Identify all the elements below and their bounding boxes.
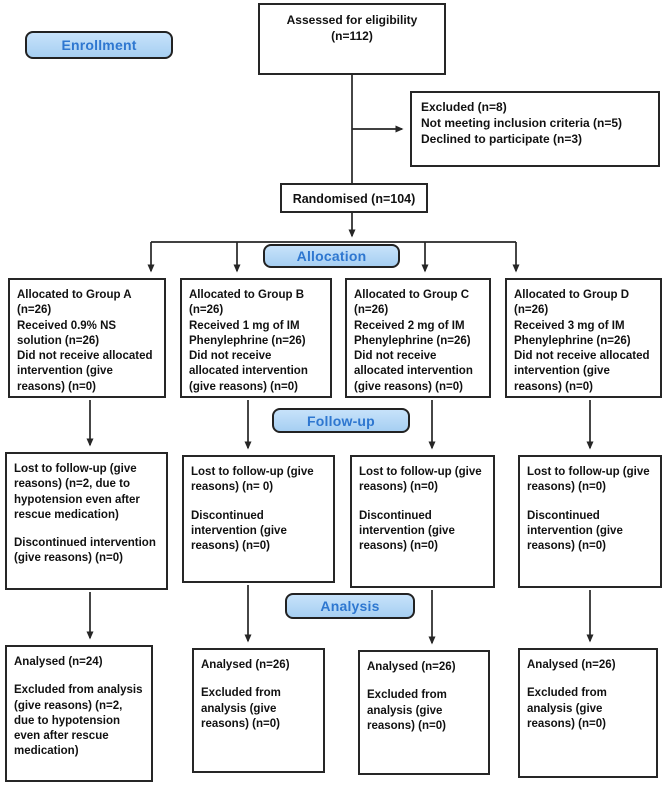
followup-lost: Lost to follow-up (give reasons) (n=0) (359, 466, 482, 494)
allocation-group-c-box (345, 278, 491, 398)
analysis-group-d-box (518, 648, 658, 778)
followup-discontinued: Discontinued intervention (give reasons) (n=0) (527, 509, 623, 553)
allocation-line: Received 3 mg of IM Phenylephrine (n=26) (514, 319, 631, 347)
allocation-stage-label: Allocation (263, 244, 400, 268)
assessed-line2: (n=112) (331, 28, 373, 43)
excluded-line: Not meeting inclusion criteria (n=5) (421, 115, 623, 130)
allocation-group-a-box (8, 278, 166, 398)
followup-group-d-box (518, 455, 662, 588)
analysis-group-c-box (358, 650, 490, 775)
followup-group-b-box (182, 455, 335, 583)
followup-group-a-box (5, 452, 168, 590)
analysed-count: Analysed (n=26) (367, 661, 456, 673)
followup-discontinued: Discontinued intervention (give reasons) (n=0) (191, 509, 287, 553)
analysis-excluded: Excluded from analysis (give reasons) (n=2, due to hypotension even after rescue medication) (14, 684, 143, 758)
randomised-box: Randomised (n=104) (280, 183, 428, 213)
assessed-line1: Assessed for eligibility (286, 13, 418, 27)
followup-lost: Lost to follow-up (give reasons) (n=2, due to hypotension even after rescue medication) (14, 463, 140, 521)
analysed-count: Analysed (n=26) (527, 659, 616, 671)
allocation-line: Did not receive allocated intervention (give reasons) (n=0) (189, 350, 308, 393)
allocation-line: Did not receive allocated intervention (give reasons) (n=0) (514, 350, 650, 393)
excluded-box (410, 91, 660, 167)
allocation-group-d-box (505, 278, 662, 398)
followup-discontinued: Discontinued intervention (give reasons) (n=0) (359, 509, 455, 553)
analysis-excluded: Excluded from analysis (give reasons) (n=0) (527, 687, 607, 730)
followup-group-c-box (350, 455, 495, 588)
allocation-line: Allocated to Group C (n=26) (354, 289, 469, 317)
followup-discontinued: Discontinued intervention (give reasons) (n=0) (14, 537, 156, 565)
excluded-line: Excluded (n=8) (421, 100, 507, 114)
followup-stage-label: Follow-up (272, 408, 410, 433)
analysis-excluded: Excluded from analysis (give reasons) (n=0) (201, 687, 281, 730)
analysis-group-b-box (192, 648, 325, 773)
allocation-line: Received 0.9% NS solution (n=26) (17, 319, 117, 347)
allocation-line: Received 1 mg of IM Phenylephrine (n=26) (189, 319, 306, 347)
excluded-line: Declined to participate (n=3) (421, 131, 583, 146)
analysed-count: Analysed (n=24) (14, 656, 103, 668)
analysis-stage-label: Analysis (285, 593, 415, 619)
analysis-group-a-box (5, 645, 153, 782)
analysed-count: Analysed (n=26) (201, 659, 290, 671)
allocation-line: Allocated to Group A (n=26) (17, 289, 132, 317)
allocation-line: Received 2 mg of IM Phenylephrine (n=26) (354, 319, 471, 347)
enrollment-stage-label: Enrollment (25, 31, 173, 59)
analysis-excluded: Excluded from analysis (give reasons) (n=0) (367, 689, 447, 732)
allocation-line: Allocated to Group D (n=26) (514, 289, 629, 317)
allocation-group-b-box (180, 278, 332, 398)
allocation-line: Did not receive allocated intervention (give reasons) (n=0) (17, 350, 153, 393)
assessed-eligibility-box (258, 3, 446, 75)
followup-lost: Lost to follow-up (give reasons) (n=0) (527, 466, 650, 494)
allocation-line: Did not receive allocated intervention (give reasons) (n=0) (354, 350, 473, 393)
allocation-line: Allocated to Group B (n=26) (189, 289, 304, 317)
followup-lost: Lost to follow-up (give reasons) (n= 0) (191, 466, 314, 494)
